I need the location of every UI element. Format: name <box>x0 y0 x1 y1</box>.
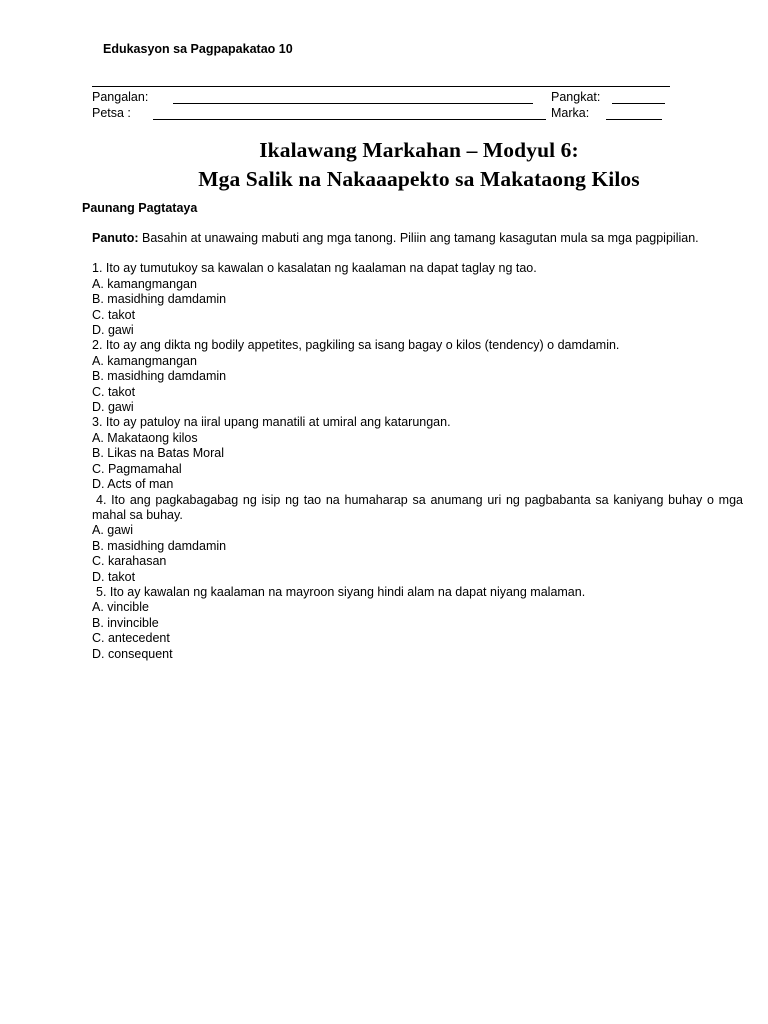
group-blank[interactable] <box>612 90 665 104</box>
question-text: 4. Ito ang pagkabagabag ng isip ng tao na humaharap sa anumang uri ng pagbabanta sa kaniyang buhay o mga mahal sa buhay. <box>92 492 743 522</box>
header-rule <box>92 86 670 87</box>
question-text: 3. Ito ay patuloy na iiral upang manatili at umiral ang katarungan. <box>92 415 451 430</box>
option-c[interactable]: C. Pagmamahal <box>92 461 182 476</box>
option-d[interactable]: D. gawi <box>92 323 134 338</box>
option-a[interactable]: A. vincible <box>92 600 149 615</box>
option-d[interactable]: D. takot <box>92 569 136 584</box>
question-2 <box>92 338 743 415</box>
option-b[interactable]: B. masidhing damdamin <box>92 538 227 553</box>
question-5 <box>92 585 743 662</box>
name-label: Pangalan: <box>92 90 149 104</box>
question-text: 5. Ito ay kawalan ng kaalaman na mayroon siyang hindi alam na dapat niyang malaman. <box>96 584 586 599</box>
module-title: Ikalawang Markahan – Modyul 6: <box>259 138 579 162</box>
option-d[interactable]: D. gawi <box>92 400 134 415</box>
subject-label: Edukasyon sa Pagpapakatao 10 <box>103 42 293 56</box>
option-a[interactable]: A. Makataong kilos <box>92 430 198 445</box>
date-row <box>92 106 672 122</box>
option-d[interactable]: D. consequent <box>92 646 173 661</box>
quiz-content <box>92 231 743 662</box>
question-4 <box>92 493 743 585</box>
question-1 <box>92 261 743 338</box>
option-c[interactable]: C. takot <box>92 307 136 322</box>
score-blank[interactable] <box>606 106 662 120</box>
question-3 <box>92 415 743 492</box>
option-a[interactable]: A. gawi <box>92 523 133 538</box>
option-a[interactable]: A. kamangmangan <box>92 353 197 368</box>
option-b[interactable]: B. Likas na Batas Moral <box>92 446 225 461</box>
option-d[interactable]: D. Acts of man <box>92 477 174 492</box>
name-row <box>92 90 672 106</box>
option-c[interactable]: C. antecedent <box>92 631 170 646</box>
section-heading: Paunang Pagtataya <box>82 201 198 215</box>
name-blank[interactable] <box>173 90 533 104</box>
option-c[interactable]: C. takot <box>92 384 136 399</box>
option-a[interactable]: A. kamangmangan <box>92 276 197 291</box>
group-label: Pangkat: <box>551 90 601 104</box>
option-c[interactable]: C. karahasan <box>92 554 167 569</box>
directions <box>92 231 743 246</box>
option-b[interactable]: B. invincible <box>92 615 159 630</box>
date-label: Petsa : <box>92 106 131 120</box>
directions-label: Panuto: <box>92 231 139 245</box>
option-b[interactable]: B. masidhing damdamin <box>92 292 227 307</box>
directions-text: Basahin at unawaing mabuti ang mga tanong. Piliin ang tamang kasagutan mula sa mga pagpipilian. <box>138 231 699 245</box>
module-subtitle: Mga Salik na Nakaaapekto sa Makataong Kilos <box>198 167 640 191</box>
date-blank[interactable] <box>153 106 546 120</box>
question-text: 2. Ito ay ang dikta ng bodily appetites, pagkiling sa isang bagay o kilos (tendency) o damdamin. <box>92 338 620 353</box>
question-text: 1. Ito ay tumutukoy sa kawalan o kasalatan ng kaalaman na dapat taglay ng tao. <box>92 261 537 276</box>
option-b[interactable]: B. masidhing damdamin <box>92 369 227 384</box>
score-label: Marka: <box>551 106 590 120</box>
